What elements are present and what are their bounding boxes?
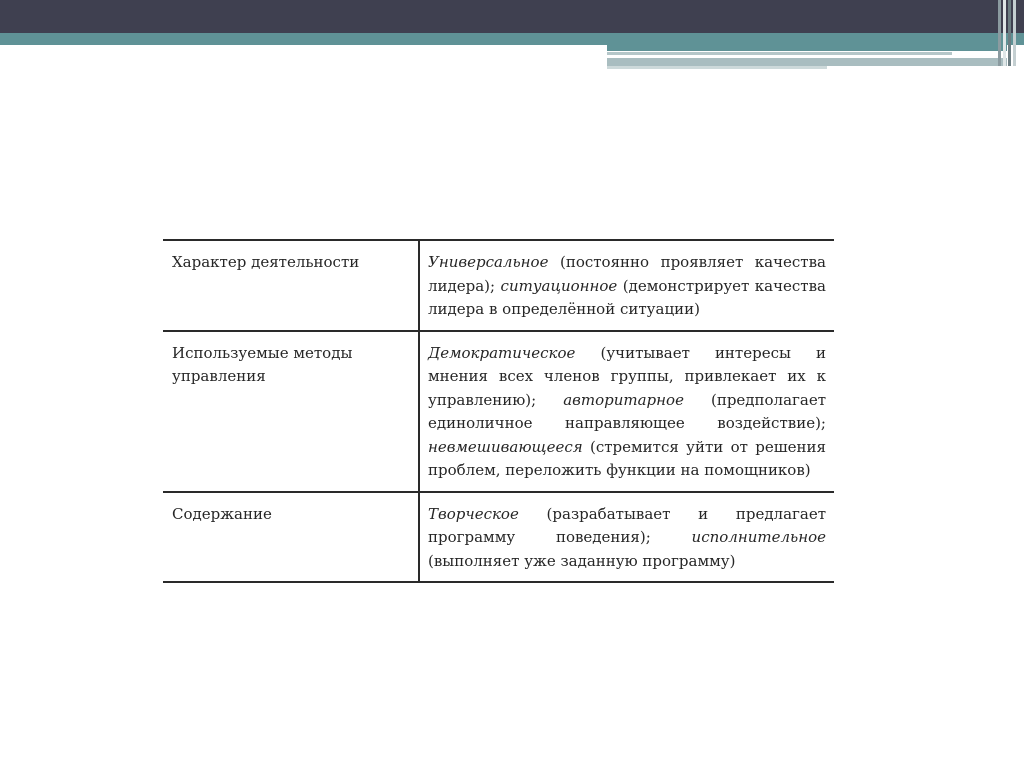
row-label: Содержание [163, 492, 419, 583]
description-text: (демонстрирует качества лидера в определённой ситуации) [428, 276, 826, 318]
term-italic: Творческое [428, 504, 519, 523]
table-row [163, 240, 834, 331]
header-grey-bar [607, 58, 1007, 66]
table-row [163, 331, 834, 492]
term-italic: Демократическое [428, 343, 576, 362]
header-edge-lines [998, 0, 1016, 66]
row-description [419, 492, 834, 583]
description-text: (разрабатывает и предлагает программу поведения); [428, 504, 826, 546]
term-italic: невмешивающееся [428, 437, 583, 456]
term-italic: Универсальное [428, 253, 549, 271]
term-italic: исполнительное [691, 528, 826, 546]
description-text: (выполняет уже заданную программу) [428, 551, 736, 570]
table-row [163, 492, 834, 583]
description-text: (постоянно проявляет качества лидера); [428, 253, 826, 295]
row-description [419, 240, 834, 331]
term-italic: ситуационное [500, 276, 618, 295]
leadership-table [163, 239, 834, 583]
header-teal-subbar [607, 45, 1007, 51]
header-grey-line-short [607, 66, 827, 69]
header-grey-line [607, 52, 952, 55]
description-text: (учитывает интересы и мнения всех членов группы, привлекает их к управлению); [428, 343, 826, 409]
row-label: Характер деятельности [163, 240, 419, 331]
header-teal-bar [0, 33, 1024, 45]
row-label: Используемые методы управления [163, 331, 419, 492]
term-italic: авторитарное [563, 390, 684, 409]
header-dark-bar [0, 0, 1024, 33]
description-text: (стремится уйти от решения проблем, переложить функции на помощников) [428, 437, 826, 479]
row-description [419, 331, 834, 492]
description-text: (предполагает единоличное направляющее воздействие); [428, 390, 827, 432]
